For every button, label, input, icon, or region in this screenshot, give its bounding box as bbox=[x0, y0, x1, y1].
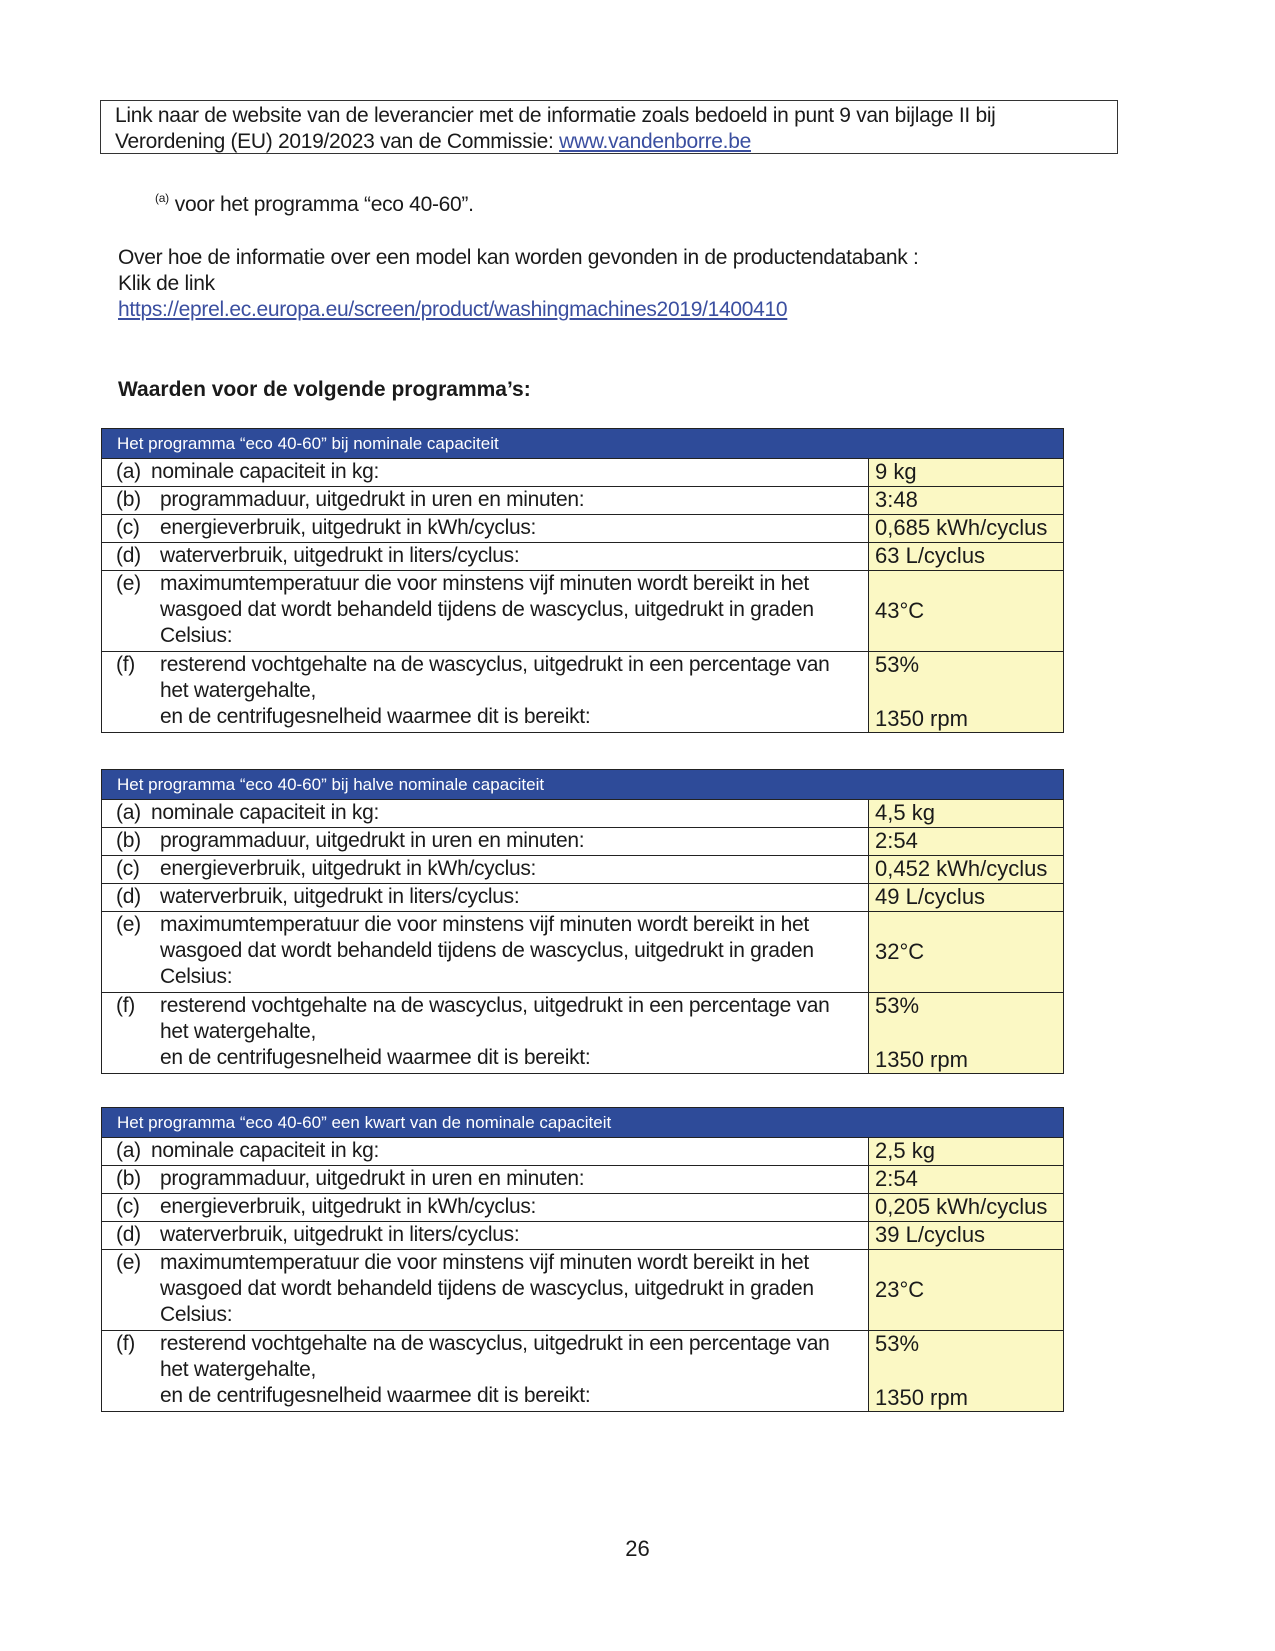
spin-value: 1350 rpm bbox=[875, 1385, 968, 1410]
row-label: maximumtemperatuur die voor minstens vijf minuten wordt bereikt in het wasgoed dat wordt behandeld tijdens de wascyclus, uitgedrukt in graden Celsius: bbox=[160, 572, 814, 647]
temperature-value: 23°C bbox=[875, 1277, 925, 1302]
row-label: waterverbruik, uitgedrukt in liters/cyclus: bbox=[160, 544, 520, 567]
row-letter: (b) bbox=[116, 1167, 141, 1190]
row-letter: (a) bbox=[116, 460, 141, 483]
program-table-title: Het programma “eco 40-60” bij nominale capaciteit bbox=[102, 429, 1063, 459]
footnote-text: voor het programma “eco 40-60”. bbox=[174, 193, 474, 216]
table-row-capacity bbox=[102, 800, 1063, 827]
energy-value: 0,685 kWh/cyclus bbox=[869, 515, 1063, 542]
row-label: resterend vochtgehalte na de wascyclus, uitgedrukt in een percentage van het watergehalte, bbox=[160, 994, 830, 1043]
duration-value: 2:54 bbox=[869, 1166, 1063, 1193]
water-value: 49 L/cyclus bbox=[869, 884, 1063, 911]
row-label: resterend vochtgehalte na de wascyclus, uitgedrukt in een percentage van het watergehalte, bbox=[160, 653, 830, 702]
section-heading: Waarden voor de volgende programma’s: bbox=[118, 378, 531, 401]
row-letter: (d) bbox=[116, 1223, 141, 1246]
row-label: resterend vochtgehalte na de wascyclus, uitgedrukt in een percentage van het watergehalte, bbox=[160, 1332, 830, 1381]
table-row-energy bbox=[102, 514, 1063, 542]
program-table-quarter bbox=[101, 1107, 1064, 1412]
program-table-title: Het programma “eco 40-60” bij halve nominale capaciteit bbox=[102, 770, 1063, 800]
row-label: programmaduur, uitgedrukt in uren en minuten: bbox=[160, 1167, 585, 1190]
row-letter: (e) bbox=[116, 572, 141, 595]
table-row-temperature bbox=[102, 911, 1063, 992]
energy-value: 0,205 kWh/cyclus bbox=[869, 1194, 1063, 1221]
row-label: programmaduur, uitgedrukt in uren en minuten: bbox=[160, 488, 585, 511]
temperature-value: 43°C bbox=[875, 598, 925, 623]
duration-value: 3:48 bbox=[869, 487, 1063, 514]
table-row-energy bbox=[102, 855, 1063, 883]
table-row-temperature bbox=[102, 570, 1063, 651]
database-info-line: Over hoe de informatie over een model kan worden gevonden in de productendatabank : bbox=[118, 246, 919, 269]
database-click-text: Klik de link bbox=[118, 272, 215, 295]
table-row-water bbox=[102, 542, 1063, 570]
row-label: energieverbruik, uitgedrukt in kWh/cyclus: bbox=[160, 857, 537, 880]
table-row-moisture-spin bbox=[102, 1330, 1063, 1411]
row-letter: (b) bbox=[116, 488, 141, 511]
moisture-value: 53% bbox=[875, 652, 920, 677]
row-label: nominale capaciteit in kg: bbox=[151, 1139, 379, 1162]
program-table-nominal bbox=[101, 428, 1064, 733]
row-letter: (f) bbox=[116, 994, 135, 1017]
energy-value: 0,452 kWh/cyclus bbox=[869, 856, 1063, 883]
row-letter: (e) bbox=[116, 913, 141, 936]
supplier-info-box bbox=[100, 100, 1118, 154]
footnote-marker: (a) bbox=[155, 191, 169, 205]
row-label-spin: en de centrifugesnelheid waarmee dit is bereikt: bbox=[160, 1046, 591, 1069]
table-row-moisture-spin bbox=[102, 651, 1063, 732]
database-info bbox=[118, 245, 918, 323]
table-row-duration bbox=[102, 1165, 1063, 1193]
moisture-value: 53% bbox=[875, 993, 920, 1018]
row-letter: (c) bbox=[116, 1195, 140, 1218]
capacity-value: 2,5 kg bbox=[869, 1138, 1063, 1165]
table-row-temperature bbox=[102, 1249, 1063, 1330]
capacity-value: 4,5 kg bbox=[869, 800, 1063, 827]
table-row-capacity bbox=[102, 1138, 1063, 1165]
row-letter: (c) bbox=[116, 516, 140, 539]
eprel-link[interactable]: https://eprel.ec.europa.eu/screen/product/washingmachines2019/1400410 bbox=[118, 298, 788, 321]
row-letter: (d) bbox=[116, 544, 141, 567]
row-letter: (c) bbox=[116, 857, 140, 880]
capacity-value: 9 kg bbox=[869, 459, 1063, 486]
row-label: maximumtemperatuur die voor minstens vijf minuten wordt bereikt in het wasgoed dat wordt behandeld tijdens de wascyclus, uitgedrukt in graden Celsius: bbox=[160, 1251, 814, 1326]
row-letter: (f) bbox=[116, 1332, 135, 1355]
row-letter: (d) bbox=[116, 885, 141, 908]
table-row-duration bbox=[102, 827, 1063, 855]
row-label: nominale capaciteit in kg: bbox=[151, 801, 379, 824]
row-label-spin: en de centrifugesnelheid waarmee dit is bereikt: bbox=[160, 705, 591, 728]
row-letter: (e) bbox=[116, 1251, 141, 1274]
supplier-info-text: Link naar de website van de leverancier met de informatie zoals bedoeld in punt 9 van bijlage II bij Verordening (EU) 2019/2023 van de Commissie: bbox=[115, 104, 996, 153]
footnote bbox=[155, 185, 474, 218]
temperature-value: 32°C bbox=[875, 939, 925, 964]
spin-value: 1350 rpm bbox=[875, 706, 968, 731]
row-label: waterverbruik, uitgedrukt in liters/cyclus: bbox=[160, 1223, 520, 1246]
table-row-water bbox=[102, 1221, 1063, 1249]
table-row-moisture-spin bbox=[102, 992, 1063, 1073]
water-value: 63 L/cyclus bbox=[869, 543, 1063, 570]
table-row-duration bbox=[102, 486, 1063, 514]
row-label: energieverbruik, uitgedrukt in kWh/cyclus: bbox=[160, 516, 537, 539]
duration-value: 2:54 bbox=[869, 828, 1063, 855]
table-row-capacity bbox=[102, 459, 1063, 486]
row-label: nominale capaciteit in kg: bbox=[151, 460, 379, 483]
row-label-spin: en de centrifugesnelheid waarmee dit is bereikt: bbox=[160, 1384, 591, 1407]
spin-value: 1350 rpm bbox=[875, 1047, 968, 1072]
water-value: 39 L/cyclus bbox=[869, 1222, 1063, 1249]
row-label: programmaduur, uitgedrukt in uren en minuten: bbox=[160, 829, 585, 852]
row-letter: (b) bbox=[116, 829, 141, 852]
row-letter: (a) bbox=[116, 1139, 141, 1162]
row-label: energieverbruik, uitgedrukt in kWh/cyclus: bbox=[160, 1195, 537, 1218]
program-table-title: Het programma “eco 40-60” een kwart van de nominale capaciteit bbox=[102, 1108, 1063, 1138]
page-number: 26 bbox=[625, 1536, 650, 1561]
row-letter: (f) bbox=[116, 653, 135, 676]
table-row-energy bbox=[102, 1193, 1063, 1221]
program-table-half bbox=[101, 769, 1064, 1074]
supplier-website-link[interactable]: www.vandenborre.be bbox=[559, 130, 751, 153]
moisture-value: 53% bbox=[875, 1331, 920, 1356]
row-label: waterverbruik, uitgedrukt in liters/cyclus: bbox=[160, 885, 520, 908]
table-row-water bbox=[102, 883, 1063, 911]
row-label: maximumtemperatuur die voor minstens vijf minuten wordt bereikt in het wasgoed dat wordt behandeld tijdens de wascyclus, uitgedrukt in graden Celsius: bbox=[160, 913, 814, 988]
row-letter: (a) bbox=[116, 801, 141, 824]
